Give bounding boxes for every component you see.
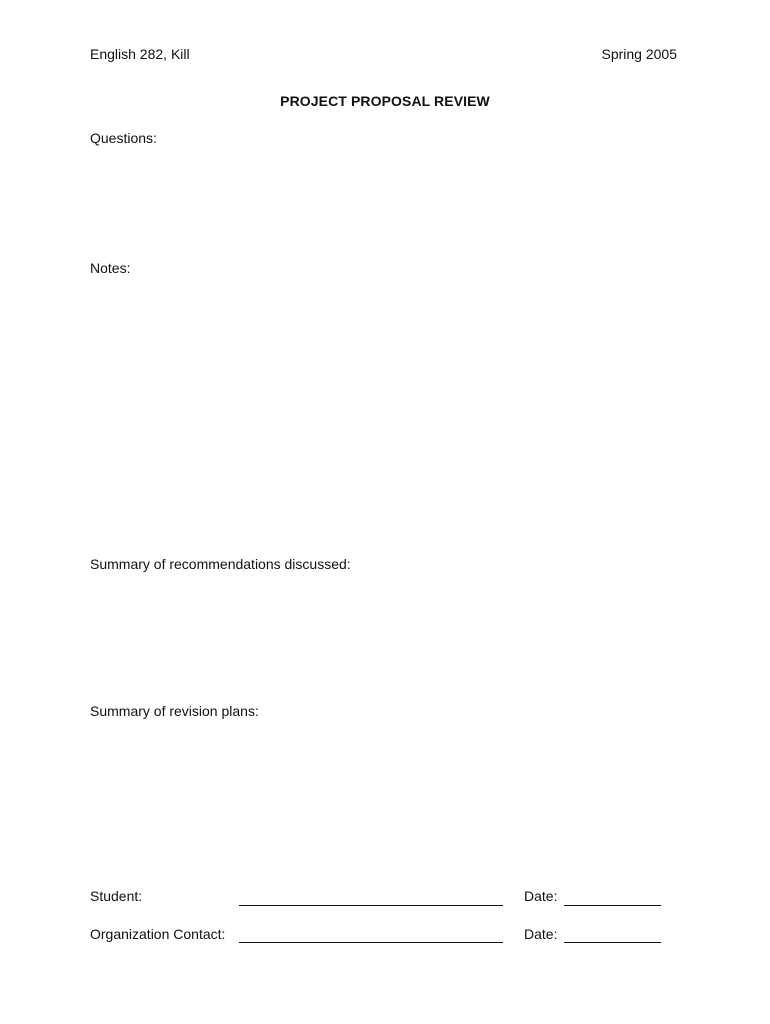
revision-plans-label: Summary of revision plans: [90, 703, 259, 719]
recommendations-label: Summary of recommendations discussed: [90, 556, 351, 572]
course-header: English 282, Kill [90, 46, 190, 62]
student-date-line [564, 905, 661, 906]
notes-label: Notes: [90, 260, 131, 276]
term-header: Spring 2005 [601, 46, 677, 62]
student-label: Student: [90, 888, 143, 904]
organization-date-line [564, 942, 661, 943]
organization-signature-line [239, 942, 503, 943]
student-date-label: Date: [524, 888, 558, 904]
questions-label: Questions: [90, 130, 157, 146]
student-signature-line [239, 905, 503, 906]
organization-date-label: Date: [524, 926, 558, 942]
organization-contact-label: Organization Contact: [90, 926, 226, 942]
page-title: PROJECT PROPOSAL REVIEW [280, 93, 490, 109]
